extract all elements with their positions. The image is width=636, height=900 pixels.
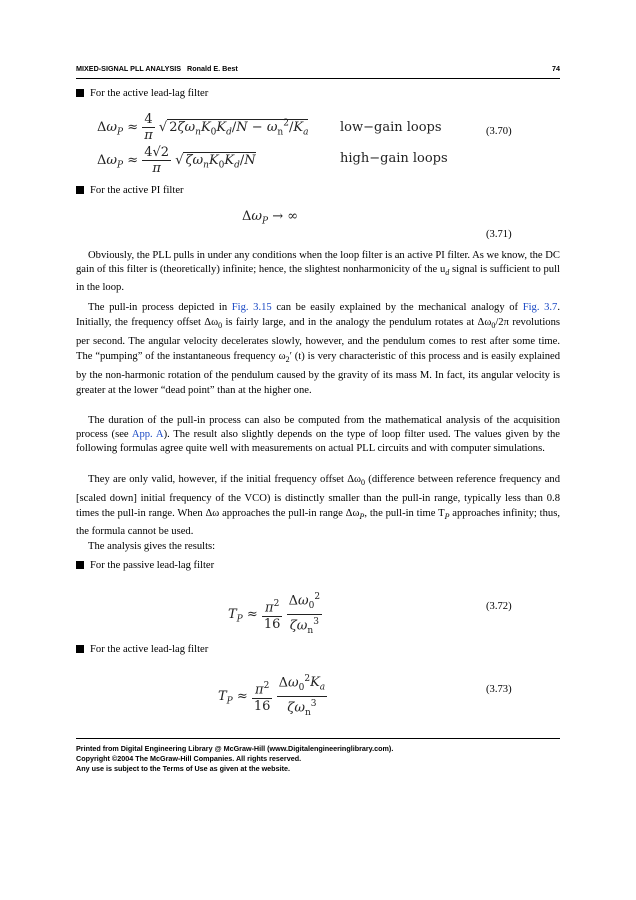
footer-rule: [76, 738, 560, 739]
header-rule: [76, 78, 560, 79]
equation-3-71-number: (3.71): [486, 229, 512, 240]
equation-3-72: $T_P$ ≈ $\frac{\pi^2}{16}$ $\frac{\Delta\omega_0^2}{\zeta\omega_n^3}$: [228, 592, 321, 636]
link-fig-3-7[interactable]: Fig. 3.7: [522, 302, 558, 313]
bullet-square-icon: [76, 89, 84, 97]
bullet-square-icon: [76, 186, 84, 194]
footer-line-1: Printed from Digital Engineering Library @ McGraw-Hill (www.Digitalengineeringlibrary.com).: [76, 744, 394, 753]
equation-3-71: $\Delta\omega_P$ → ∞: [242, 209, 299, 227]
equation-3-70-number: (3.70): [486, 126, 512, 137]
equation-3-70-high-gain: $\Delta\omega_P$ ≈ $\frac{4√2}{\pi}$ √ $\zeta\omega_nK_0K_d/N$: [97, 145, 256, 176]
running-header: [76, 64, 560, 78]
link-fig-3-15[interactable]: Fig. 3.15: [231, 302, 272, 313]
paragraph-pull-in-duration: The duration of the pull-in process can also be computed from the mathematical analysis of the acquisition process (see App. A). The result also slightly depends on the type of loop filter used. The values given by the following formulas agree quite well with measurements on actual PLL circuits and with computer simulations.: [76, 415, 560, 455]
footer-line-2: Copyright ©2004 The McGraw-Hill Companies. All rights reserved.: [76, 753, 302, 763]
page-number: 74: [552, 64, 560, 73]
equation-3-72-number: (3.72): [486, 601, 512, 612]
equation-3-73: $T_P$ ≈ $\frac{\pi^2}{16}$ $\frac{\Delta\omega_0^2K_a}{\zeta\omega_n^3}$: [218, 674, 326, 718]
bullet-active-lead-lag-2: For the active lead-lag filter: [76, 644, 208, 655]
footer-line-3: Any use is subject to the Terms of Use as given at the website.: [76, 763, 290, 773]
equation-3-73-number: (3.73): [486, 684, 512, 695]
footer: [76, 744, 393, 773]
equation-3-70-low-gain: $\Delta\omega_P$ ≈ $\frac{4}{\pi}$ √ $2\zeta\omega_nK_0K_d/N - \omega_n^2/K_a$: [97, 112, 309, 143]
link-app-a[interactable]: App. A: [131, 429, 164, 441]
equation-3-70-low-gain-note: low−gain loops: [340, 120, 442, 135]
paragraph-pi-filter: Obviously, the PLL pulls in under any conditions when the loop filter is an active PI filter. As we know, the DC gain of this filter is (theoretically) infinite; hence, the slightest nonharmonicity of the $u_d$ signal is sufficient to pull in the loop.: [76, 250, 560, 293]
bullet-passive-lead-lag: For the passive lead-lag filter: [76, 560, 214, 571]
bullet-square-icon: [76, 645, 84, 653]
header-title: MIXED-SIGNAL PLL ANALYSIS: [76, 64, 182, 73]
bullet-square-icon: [76, 561, 84, 569]
header-author: Ronald E. Best: [187, 64, 238, 73]
paragraph-results-intro: The analysis gives the results:: [88, 541, 216, 552]
bullet-active-lead-lag: For the active lead-lag filter: [76, 88, 208, 99]
equation-3-70-high-gain-note: high−gain loops: [340, 151, 448, 166]
paragraph-pull-in-analogy: The pull-in process depicted in Fig. 3.15 can be easily explained by the mechanical analogy of Fig. 3.7. Initially, the frequency offset $\Delta\omega_0$ is fairly large, and in the analogy the pendulum rotates at $\Delta\omega_0/2\pi$ revolutions per second. The angular velocity decelerates slowly, however, and the pendulum comes to rest after some time. The “pumping” of the instantaneous frequency $\omega_2'$ (t) is very characteristic of this process and is easily explained by the non-harmonic rotation of the pendulum caused by the gravity of its mass M. In fact, its angular velocity is greater at the lower “dead point” than at the higher one.: [76, 302, 561, 397]
paragraph-validity: They are only valid, however, if the initial frequency offset $\Delta\omega_0$ (difference between reference frequency and [scaled down] initial frequency of the VCO) is distinctly smaller than the pull-in range, typically less than 0.8 times the pull-in range. When Δω approaches the pull-in range $\Delta\omega_P$, the pull-in time $T_P$ approaches infinity; thus, the formula cannot be used.: [76, 474, 560, 538]
bullet-active-pi: For the active PI filter: [76, 185, 184, 196]
